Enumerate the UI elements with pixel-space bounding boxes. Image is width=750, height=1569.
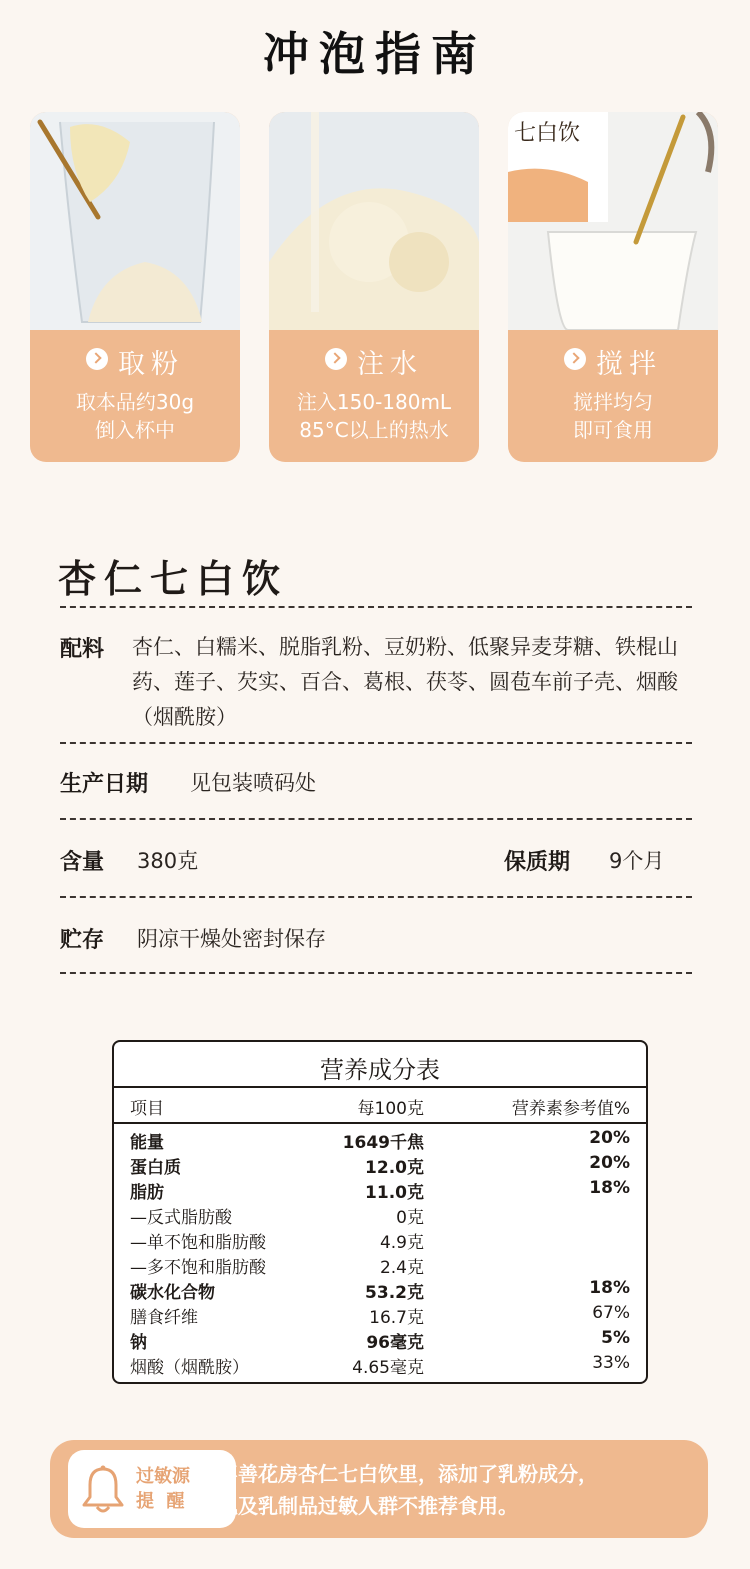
- allergy-badge-text: [136, 1464, 222, 1514]
- content-value: 380克: [137, 849, 199, 873]
- package-label: 七白饮: [514, 121, 581, 146]
- nutrient-amount: 2.4克: [379, 1258, 424, 1278]
- allergy-message-line: 喜善花房杏仁七白饮里，添加了乳粉成分，: [218, 1462, 598, 1486]
- divider: [60, 896, 692, 898]
- table-row: [114, 1228, 646, 1253]
- allergy-badge: [68, 1450, 236, 1528]
- nutrient-name: 钠: [130, 1333, 147, 1353]
- nutrient-amount: 1649千焦: [342, 1133, 424, 1153]
- nutrient-amount: 11.0克: [365, 1183, 424, 1203]
- nutrient-amount: 16.7克: [369, 1308, 424, 1328]
- step-title: 取粉: [118, 349, 184, 380]
- step-heading: [508, 342, 718, 381]
- nutrient-name: —单不饱和脂肪酸: [130, 1233, 266, 1253]
- table-row: [114, 1178, 646, 1203]
- nutrient-amount: 53.2克: [365, 1283, 424, 1303]
- shelf-life-label: 保质期: [504, 850, 571, 875]
- step-instructions: [269, 388, 479, 444]
- chevron-right-icon: [564, 348, 586, 370]
- production-date-value: 见包装喷码处: [190, 771, 316, 795]
- nutrient-nrv: 18%: [589, 1178, 630, 1198]
- nutrient-name: 烟酸（烟酰胺）: [130, 1358, 249, 1378]
- header-item: 项目: [130, 1099, 164, 1119]
- production-date-label: 生产日期: [60, 772, 149, 797]
- nutrient-nrv: 18%: [589, 1278, 630, 1298]
- header-nrv: 营养素参考值%: [511, 1099, 630, 1119]
- table-row: [114, 1128, 646, 1153]
- step-instruction-line: 取本品约30g: [75, 390, 195, 414]
- table-row: [114, 1303, 646, 1328]
- nutrient-amount: 12.0克: [365, 1158, 424, 1178]
- nutrient-amount: 4.9克: [379, 1233, 424, 1253]
- bell-icon: [76, 1463, 130, 1517]
- nutrient-nrv: 67%: [592, 1303, 630, 1323]
- step-instruction-line: 85°C以上的热水: [299, 418, 449, 442]
- nutrient-name: 膳食纤维: [130, 1308, 198, 1328]
- allergy-message: [218, 1458, 696, 1522]
- ingredients-label: 配料: [60, 637, 105, 662]
- ingredients-text: 杏仁、白糯米、脱脂乳粉、豆奶粉、低聚异麦芽糖、铁棍山药、莲子、芡实、百合、葛根、茯苓、圆苞车前子壳、烟酸（烟酰胺）: [132, 635, 678, 729]
- step-photo-water-pouring: [269, 112, 479, 330]
- guide-title: 冲泡指南: [263, 27, 487, 81]
- table-row: [114, 1203, 646, 1228]
- step-title: 注水: [357, 349, 423, 380]
- storage-value: 阴凉干燥处密封保存: [137, 927, 326, 951]
- step-card-take-powder: [30, 112, 240, 462]
- product-name: 杏仁七白饮: [58, 556, 289, 601]
- badge-line: 过敏源: [136, 1466, 190, 1487]
- table-rule: [114, 1122, 646, 1124]
- nutrient-nrv: 33%: [592, 1353, 630, 1373]
- step-instruction-line: 倒入杯中: [95, 418, 175, 442]
- nutrient-name: —反式脂肪酸: [130, 1208, 232, 1228]
- allergy-message-line: 乳及乳制品过敏人群不推荐食用。: [218, 1494, 518, 1518]
- step-instructions: [508, 388, 718, 444]
- divider: [60, 606, 692, 608]
- nutrient-name: 碳水化合物: [130, 1283, 215, 1303]
- nutrient-amount: 4.65毫克: [352, 1358, 424, 1378]
- nutrient-amount: 0克: [396, 1208, 424, 1228]
- content-label: 含量: [60, 850, 105, 875]
- table-row: [114, 1278, 646, 1303]
- nutrient-name: 蛋白质: [130, 1158, 181, 1178]
- nutrient-name: 脂肪: [130, 1183, 164, 1203]
- divider: [60, 818, 692, 820]
- step-heading: [30, 342, 240, 381]
- allergy-notice: [50, 1440, 708, 1538]
- storage-label: 贮存: [60, 928, 105, 953]
- table-header-row: [114, 1094, 646, 1119]
- nutrition-table: [112, 1040, 648, 1384]
- shelf-life-value: 9个月: [609, 849, 665, 873]
- table-row: [114, 1353, 646, 1378]
- step-instructions: [30, 388, 240, 444]
- step-title: 搅拌: [596, 349, 662, 380]
- nutrient-amount: 96毫克: [366, 1333, 424, 1353]
- header-per-100g: 每100克: [357, 1099, 424, 1119]
- table-row: [114, 1328, 646, 1353]
- table-row: [114, 1253, 646, 1278]
- step-instruction-line: 即可食用: [573, 418, 653, 442]
- nutrient-nrv: 20%: [589, 1128, 630, 1148]
- step-card-stir: [508, 112, 718, 462]
- nutrient-nrv: 20%: [589, 1153, 630, 1173]
- divider: [60, 742, 692, 744]
- step-instruction-line: 搅拌均匀: [573, 390, 653, 414]
- step-instruction-line: 注入150-180mL: [296, 390, 452, 414]
- table-rule: [114, 1086, 646, 1088]
- table-row: [114, 1153, 646, 1178]
- badge-line: 提 醒: [136, 1491, 185, 1512]
- nutrient-nrv: 5%: [601, 1328, 630, 1348]
- nutrition-table-title: 营养成分表: [320, 1056, 440, 1084]
- step-photo-powder-in-glass: [30, 112, 240, 330]
- chevron-right-icon: [325, 348, 347, 370]
- step-heading: [269, 342, 479, 381]
- nutrient-name: 能量: [130, 1133, 164, 1153]
- step-card-add-water: [269, 112, 479, 462]
- nutrient-name: —多不饱和脂肪酸: [130, 1258, 266, 1278]
- chevron-right-icon: [86, 348, 108, 370]
- step-photo-stirred-drink: [508, 112, 718, 330]
- divider: [60, 972, 692, 974]
